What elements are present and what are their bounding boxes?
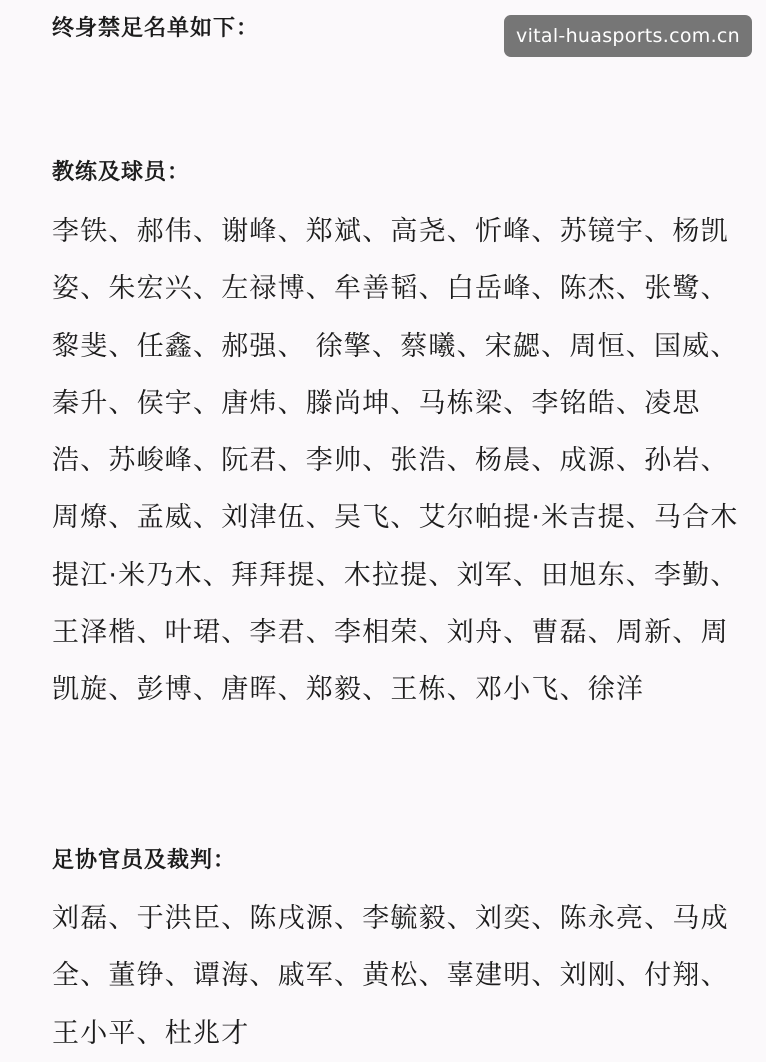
officials-referees-name-list: 刘磊、于洪臣、陈戌源、李毓毅、刘奕、陈永亮、马成全、董铮、谭海、戚军、黄松、辜建明、刘刚、付翔、王小平、杜兆才: [52, 903, 729, 1049]
document-title: 终身禁足名单如下：: [52, 16, 260, 41]
site-watermark: vital-huasports.com.cn: [504, 15, 752, 57]
coaches-players-heading: 教练及球员：: [52, 160, 191, 185]
officials-referees-heading: 足协官员及裁判：: [52, 848, 237, 873]
coaches-players-name-list: 李铁、郝伟、谢峰、郑斌、高尧、忻峰、苏镜宇、杨凯姿、朱宏兴、左禄博、牟善韬、白岳峰、陈杰、张鹭、黎斐、任鑫、郝强、 徐擎、蔡曦、宋勰、周恒、国威、秦升、侯宇、唐炜、滕尚坤、马栋梁、李铭皓、凌思浩、苏峻峰、阮君、李帅、张浩、杨晨、成源、孙岩、周燎、孟威、刘津伍、吴飞、艾尔帕提·米吉提、马合木提江·米乃木、拜拜提、木拉提、刘军、田旭东、李勤、王泽楷、叶珺、李君、李相荣、刘舟、曹磊、周新、周凯旋、彭博、唐晖、郑毅、王栋、邓小飞、徐洋: [52, 216, 739, 706]
